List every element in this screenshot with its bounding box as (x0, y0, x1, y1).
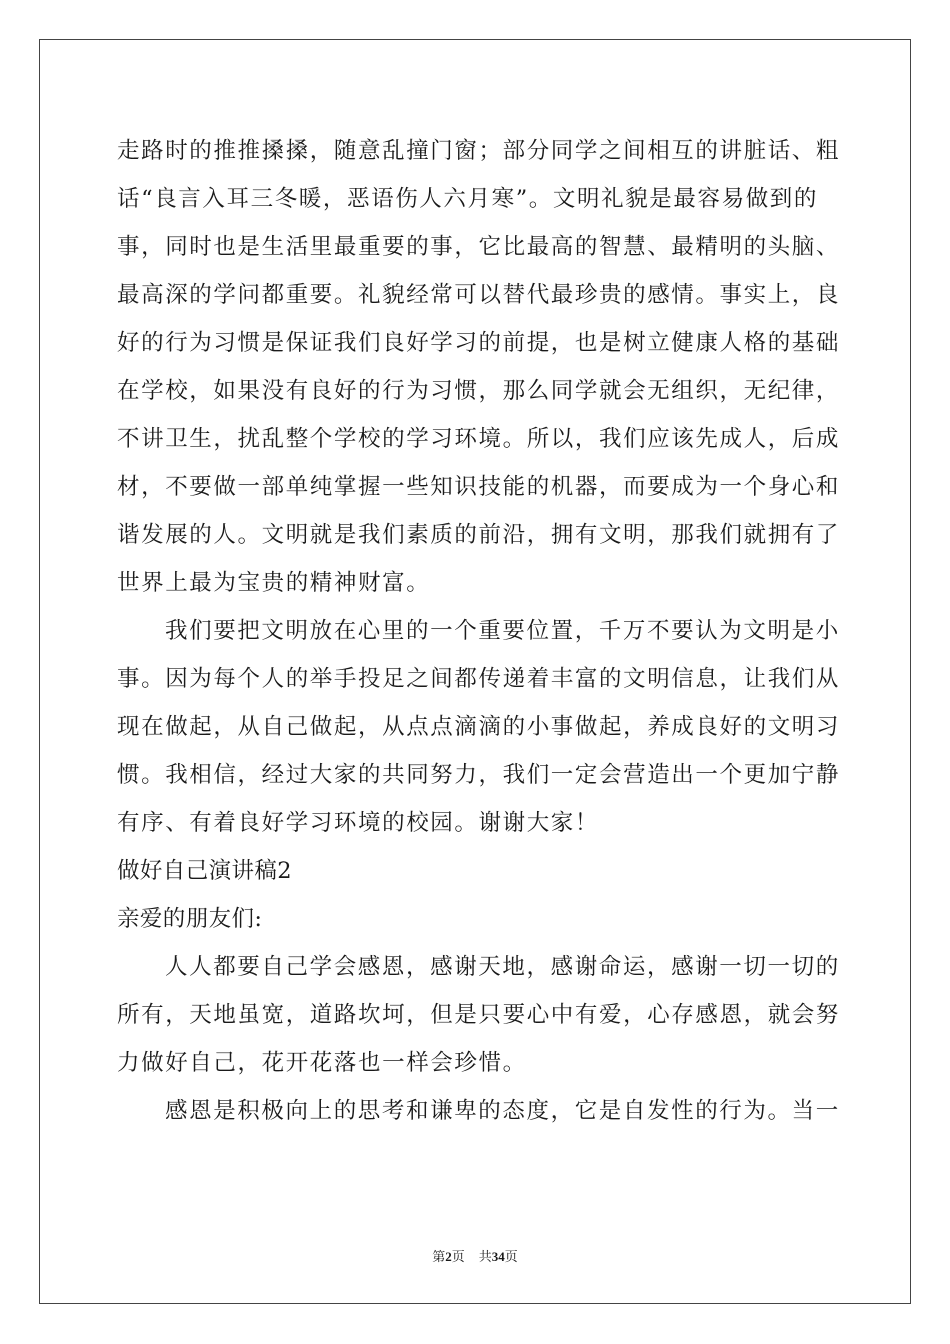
footer-total-suffix: 页 (504, 1250, 518, 1265)
text-line: 好的行为习惯是保证我们良好学习的前提，也是树立健康人格的基础 (117, 330, 841, 356)
footer-prefix: 第 (432, 1250, 446, 1265)
text-line: 人人都要自己学会感恩，感谢天地，感谢命运，感谢一切一切的 (165, 954, 840, 980)
text-line: 话“良言入耳三冬暖，恶语伤人六月寒”。文明礼貌是最容易做到的 (117, 186, 819, 212)
text-line: 现在做起，从自己做起，从点点滴滴的小事做起，养成良好的文明习 (117, 714, 841, 740)
text-line: 所有，天地虽宽，道路坎坷，但是只要心中有爱，心存感恩，就会努 (117, 1002, 841, 1028)
heading-line: 亲爱的朋友们: (117, 906, 263, 932)
text-line: 世界上最为宝贵的精神财富。 (117, 570, 431, 596)
text-line: 走路时的推推搡搡，随意乱撞门窗；部分同学之间相互的讲脏话、粗 (117, 138, 841, 164)
page-footer (0, 1248, 950, 1267)
text-line: 不讲卫生，扰乱整个学校的学习环境。所以，我们应该先成人，后成 (117, 426, 841, 452)
text-line: 感恩是积极向上的思考和谦卑的态度，它是自发性的行为。当一 (165, 1098, 840, 1124)
text-line: 谐发展的人。文明就是我们素质的前沿，拥有文明，那我们就拥有了 (117, 522, 841, 548)
heading-line: 做好自己演讲稿2 (117, 858, 293, 884)
text-line: 有序、有着良好学习环境的校园。谢谢大家！ (117, 810, 600, 836)
text-line: 力做好自己，花开花落也一样会珍惜。 (117, 1050, 527, 1076)
document-body (117, 127, 841, 1135)
text-line: 在学校，如果没有良好的行为习惯，那么同学就会无组织，无纪律， (117, 378, 841, 404)
current-page-number: 2 (445, 1249, 452, 1264)
footer-page-suffix: 页 (451, 1250, 465, 1265)
footer-total-prefix: 共 (478, 1250, 492, 1265)
text-line: 我们要把文明放在心里的一个重要位置，千万不要认为文明是小 (165, 618, 840, 644)
text-line: 事。因为每个人的举手投足之间都传递着丰富的文明信息，让我们从 (117, 666, 841, 692)
text-line: 最高深的学问都重要。礼貌经常可以替代最珍贵的感情。事实上，良 (117, 282, 841, 308)
text-line: 事，同时也是生活里最重要的事，它比最高的智慧、最精明的头脑、 (117, 234, 841, 260)
text-line: 惯。我相信，经过大家的共同努力，我们一定会营造出一个更加宁静 (117, 762, 841, 788)
total-page-count: 34 (491, 1249, 505, 1264)
text-line: 材，不要做一部单纯掌握一些知识技能的机器，而要成为一个身心和 (117, 474, 841, 500)
